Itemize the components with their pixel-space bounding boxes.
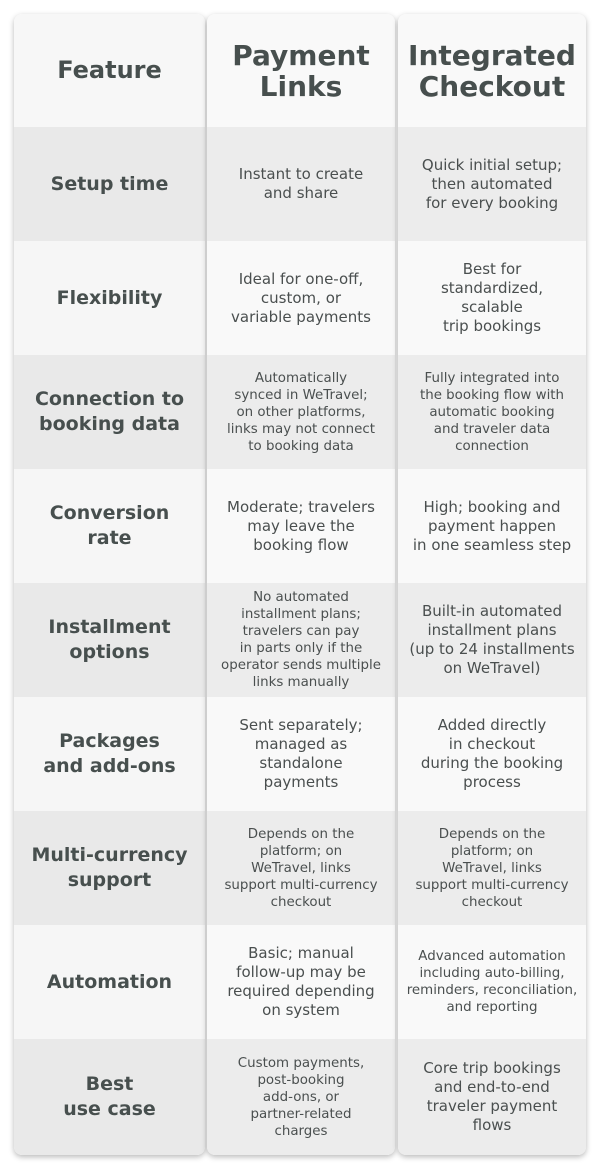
cell-value: Automatically synced in WeTravel; on other platforms, links may not connect to booking data [227, 370, 375, 454]
feature-header-cell [14, 14, 205, 127]
feature-cell-flexibility [14, 241, 205, 355]
feature-cell-connection [14, 355, 205, 469]
payment-links-header-cell [207, 14, 395, 127]
integrated-checkout-cell [398, 469, 586, 583]
cell-value: High; booking and payment happen in one seamless step [412, 497, 572, 554]
feature-label: Conversion rate [49, 502, 170, 549]
payment-links-header: Payment Links [232, 38, 370, 103]
cell-value: Core trip bookings and end-to-end traveler payment flows [423, 1059, 561, 1134]
integrated-checkout-cell [398, 241, 586, 355]
cell-value: Ideal for one-off, custom, or variable payments [231, 269, 371, 326]
cell-value: Instant to create and share [238, 165, 364, 202]
cell-value: Depends on the platform; on WeTravel, links support multi-currency checkout [415, 826, 569, 910]
integrated-checkout-cell [398, 925, 586, 1039]
integrated-checkout-column [398, 14, 586, 1155]
feature-label: Installment options [48, 616, 171, 663]
feature-cell-automation [14, 925, 205, 1039]
payment-links-cell [207, 583, 395, 697]
integrated-checkout-cell [398, 583, 586, 697]
feature-column [14, 14, 205, 1155]
feature-cell-packages [14, 697, 205, 811]
cell-value: Quick initial setup; then automated for every booking [421, 155, 563, 212]
feature-label: Setup time [50, 172, 169, 195]
integrated-checkout-cell [398, 355, 586, 469]
feature-header: Feature [57, 56, 162, 84]
payment-links-cell [207, 127, 395, 241]
cell-value: Advanced automation including auto-billing, reminders, reconciliation, and reporting [406, 949, 578, 1015]
cell-value: Basic; manual follow-up may be required depending on system [227, 944, 375, 1019]
integrated-checkout-cell [398, 127, 586, 241]
cell-value: Depends on the platform; on WeTravel, links support multi-currency checkout [224, 826, 378, 910]
cell-value: Custom payments, post-booking add-ons, or partner-related charges [237, 1055, 365, 1139]
feature-cell-multicurrency [14, 811, 205, 925]
cell-value: No automated installment plans; travelers can pay in parts only if the operator sends multiple links manually [221, 590, 381, 690]
payment-links-cell [207, 697, 395, 811]
payment-links-cell [207, 469, 395, 583]
payment-links-column [207, 14, 395, 1155]
feature-cell-conversion [14, 469, 205, 583]
feature-label: Packages and add-ons [43, 730, 176, 777]
cell-value: Moderate; travelers may leave the booking flow [227, 497, 375, 554]
cell-value: Fully integrated into the booking flow with automatic booking and traveler data connection [419, 370, 565, 454]
payment-links-cell [207, 1039, 395, 1155]
feature-label: Best use case [63, 1073, 156, 1120]
feature-label: Multi-currency support [31, 844, 188, 891]
integrated-checkout-header-cell [398, 14, 586, 127]
feature-cell-installment [14, 583, 205, 697]
integrated-checkout-header: Integrated Checkout [408, 38, 576, 103]
integrated-checkout-cell [398, 1039, 586, 1155]
integrated-checkout-cell [398, 697, 586, 811]
feature-cell-best-use [14, 1039, 205, 1155]
feature-label: Flexibility [56, 286, 163, 309]
payment-links-cell [207, 811, 395, 925]
feature-label: Automation [46, 970, 173, 993]
feature-cell-setup-time [14, 127, 205, 241]
payment-links-cell [207, 925, 395, 1039]
cell-value: Sent separately; managed as standalone payments [239, 716, 363, 791]
cell-value: Built-in automated installment plans (up to 24 installments on WeTravel) [409, 602, 575, 677]
payment-links-cell [207, 241, 395, 355]
payment-links-cell [207, 355, 395, 469]
integrated-checkout-cell [398, 811, 586, 925]
feature-label: Connection to booking data [34, 388, 185, 435]
cell-value: Best for standardized, scalable trip bookings [440, 260, 544, 335]
cell-value: Added directly in checkout during the booking process [420, 716, 564, 791]
